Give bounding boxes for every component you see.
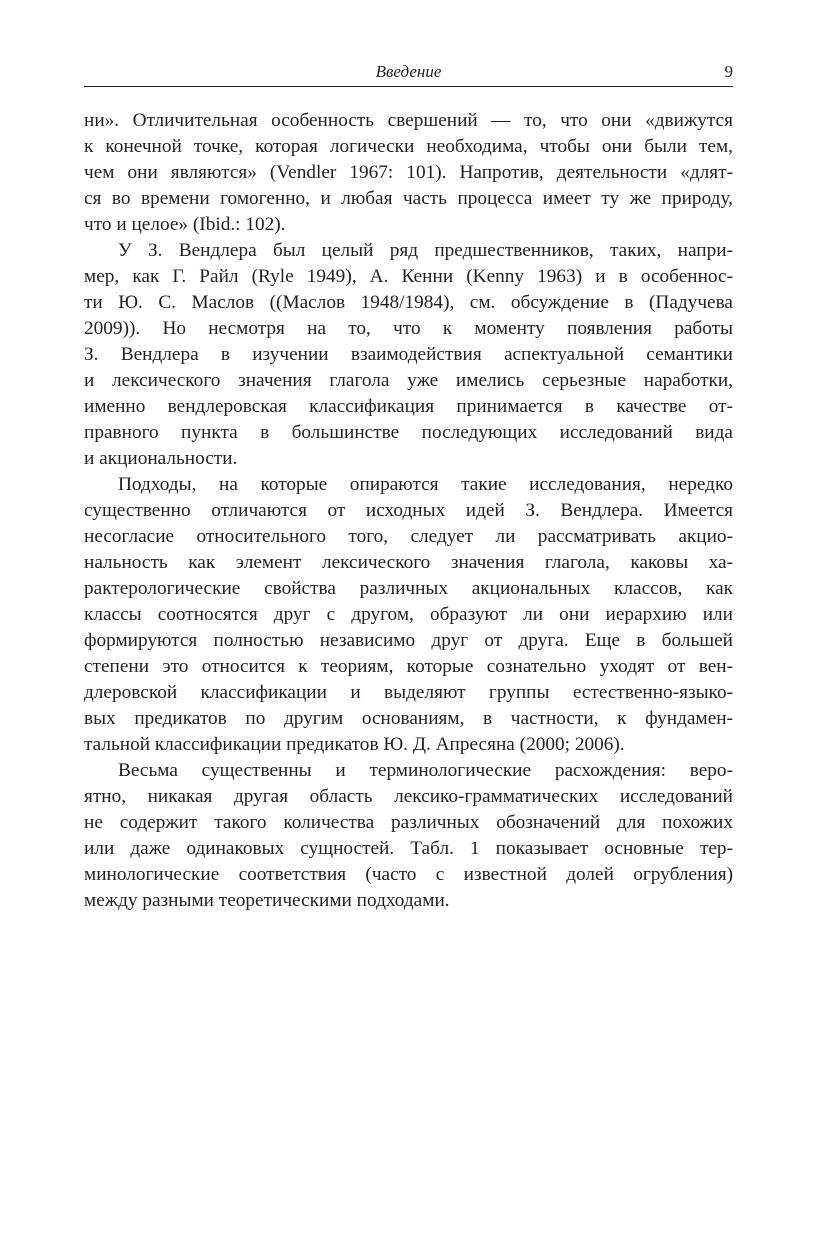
text-line: правного пункта в большинстве последующих исследований вида: [84, 422, 733, 443]
text-line: рактерологические свойства различных акциональных классов, как: [84, 578, 733, 599]
paragraph-1: [84, 108, 733, 238]
text-line: мер, как Г. Райл (Ryle 1949), А. Кенни (Kenny 1963) и в особеннос-: [84, 266, 733, 287]
text-line: длеровской классификации и выделяют группы естественно-языко-: [84, 682, 733, 703]
text-line: существенно отличаются от исходных идей З. Вендлера. Имеется: [84, 500, 733, 521]
text-line: Весьма существенны и терминологические расхождения: веро-: [118, 760, 733, 781]
text-line: и лексического значения глагола уже имелись серьезные наработки,: [84, 370, 733, 391]
text-line: ятно, никакая другая область лексико-грамматических исследований: [84, 786, 733, 807]
text-line: классы соотносятся друг с другом, образуют ли они иерархию или: [84, 604, 733, 625]
text-line: вых предикатов по другим основаниям, в частности, к фундамен-: [84, 708, 733, 729]
text-line: Подходы, на которые опираются такие исследования, нередко: [118, 474, 733, 495]
text-line: тальной классификации предикатов Ю. Д. Апресяна (2000; 2006).: [84, 734, 625, 755]
text-line: несогласие относительного того, следует ли рассматривать акцио-: [84, 526, 733, 547]
text-line: не содержит такого количества различных обозначений для похожих: [84, 812, 733, 833]
body-text: [84, 108, 733, 914]
paragraph-4: [84, 758, 733, 914]
text-line: или даже одинаковых сущностей. Табл. 1 показывает основные тер-: [84, 838, 733, 859]
text-line: чем они являются» (Vendler 1967: 101). Напротив, деятельности «длят-: [84, 162, 733, 183]
running-header: [84, 60, 733, 87]
text-line: формируются полностью независимо друг от друга. Еще в большей: [84, 630, 733, 651]
text-line: к конечной точке, которая логически необходима, чтобы они были тем,: [84, 136, 733, 157]
paragraph-2: [84, 238, 733, 472]
text-line: степени это относится к теориям, которые сознательно уходят от вен-: [84, 656, 733, 677]
text-line: минологические соответствия (часто с известной долей огрубления): [84, 864, 733, 885]
text-line: ни». Отличительная особенность свершений — то, что они «движутся: [84, 110, 733, 131]
text-line: именно вендлеровская классификация принимается в качестве от-: [84, 396, 733, 417]
text-line: и акциональности.: [84, 448, 238, 469]
text-line: У З. Вендлера был целый ряд предшественников, таких, напри-: [118, 240, 733, 261]
running-title: Введение: [375, 62, 442, 81]
text-line: ся во времени гомогенно, и любая часть процесса имеет ту же природу,: [84, 188, 733, 209]
text-line: З. Вендлера в изучении взаимодействия аспектуальной семантики: [84, 344, 733, 365]
paragraph-3: [84, 472, 733, 758]
page-number: 9: [724, 62, 733, 81]
text-line: ти Ю. С. Маслов ((Маслов 1948/1984), см. обсуждение в (Падучева: [84, 292, 733, 313]
text-line: между разными теоретическими подходами.: [84, 890, 450, 911]
text-line: 2009)). Но несмотря на то, что к моменту появления работы: [84, 318, 733, 339]
text-line: нальность как элемент лексического значения глагола, каковы ха-: [84, 552, 733, 573]
text-line: что и целое» (Ibid.: 102).: [84, 214, 286, 235]
